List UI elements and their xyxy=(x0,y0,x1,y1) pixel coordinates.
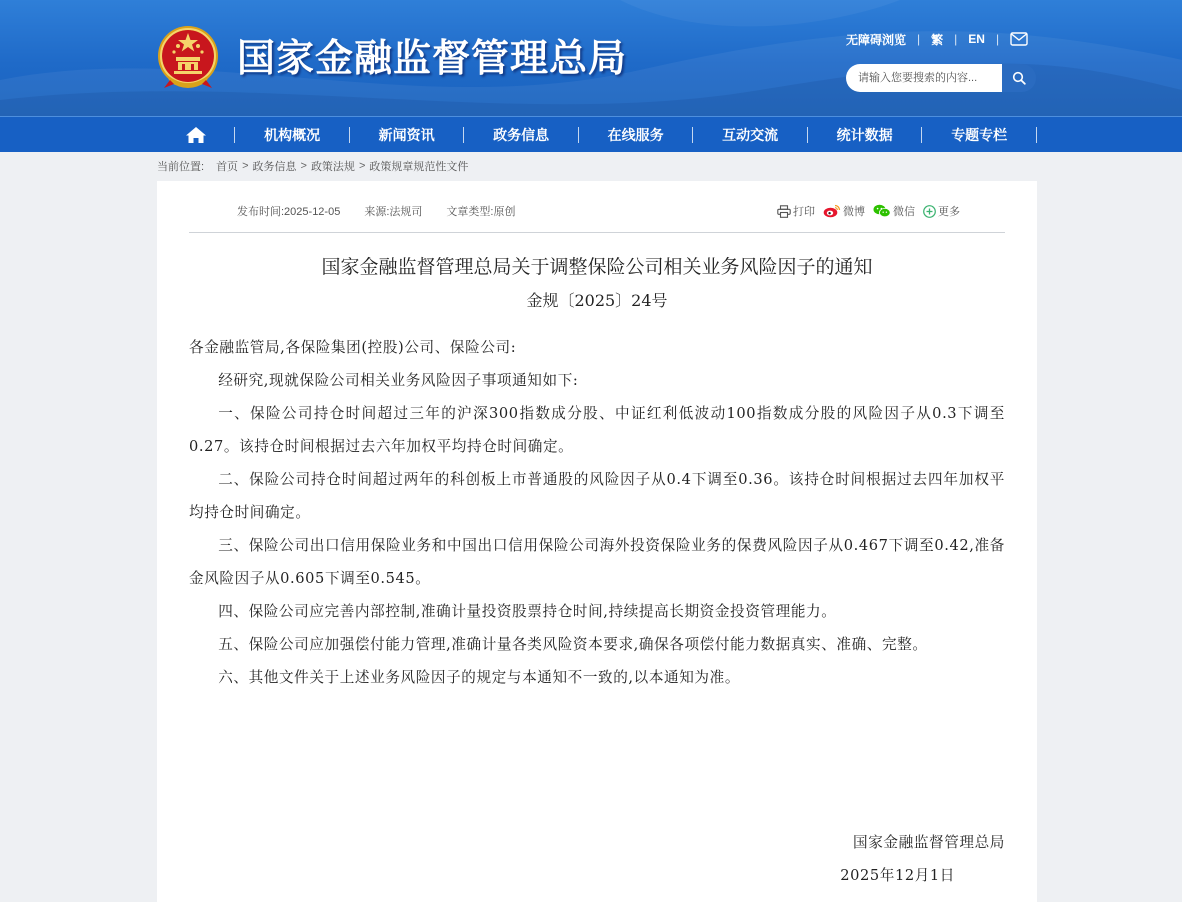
body-paragraph: 六、其他文件关于上述业务风险因子的规定与本通知不一致的,以本通知为准。 xyxy=(218,669,741,686)
breadcrumb-policies[interactable]: 政策法规 xyxy=(310,161,355,173)
article-title: 国家金融监督管理总局关于调整保险公司相关业务风险因子的通知 xyxy=(321,256,873,278)
traditional-chinese-link[interactable]: 繁 xyxy=(931,32,944,47)
article-source: 来源:法规司 xyxy=(364,206,423,218)
body-paragraph: 二、保险公司持仓时间超过两年的科创板上市普通股的风险因子从0.4下调至0.36。该持仓时间根据过去四年加权平均持仓时间确定。 xyxy=(189,471,1005,521)
weibo-share-button[interactable] xyxy=(823,203,865,219)
body-paragraph: 一、保险公司持仓时间超过三年的沪深300指数成分股、中证红利低波动100指数成分股的风险因子从0.3下调至0.27。该持仓时间根据过去六年加权平均持仓时间确定。 xyxy=(189,405,1005,455)
body-paragraph: 经研究,现就保险公司相关业务风险因子事项通知如下: xyxy=(218,372,579,389)
accessibility-link[interactable]: 无障碍浏览 xyxy=(846,32,907,47)
search-input[interactable] xyxy=(846,64,1002,92)
nav-item-news[interactable]: 新闻资讯 xyxy=(378,128,435,144)
nav-item-about[interactable]: 机构概况 xyxy=(264,128,321,144)
search-icon xyxy=(1012,71,1026,85)
body-paragraph: 五、保险公司应加强偿付能力管理,准确计量各类风险资本要求,确保各项偿付能力数据真实、准确、完整。 xyxy=(218,636,928,653)
top-utility-links xyxy=(846,30,1028,48)
nav-home[interactable] xyxy=(157,117,234,153)
nav-item-interaction[interactable]: 互动交流 xyxy=(722,128,779,144)
nav-divider xyxy=(1036,127,1037,143)
breadcrumb-regulations[interactable]: 政策规章规范性文件 xyxy=(369,161,469,173)
nav-item-statistics[interactable]: 统计数据 xyxy=(836,128,893,144)
header-divider xyxy=(189,232,1005,233)
share-bar xyxy=(777,203,968,219)
breadcrumb-label: 当前位置: xyxy=(157,161,205,173)
wechat-icon xyxy=(873,204,891,218)
more-share-button[interactable] xyxy=(923,203,960,219)
body-paragraph: 四、保险公司应完善内部控制,准确计量投资股票持仓时间,持续提高长期资金投资管理能力。 xyxy=(218,603,837,620)
national-emblem-icon xyxy=(156,24,220,90)
wechat-label: 微信 xyxy=(893,206,915,218)
breadcrumb-home[interactable]: 首页 xyxy=(216,161,239,173)
divider: | xyxy=(995,32,1000,46)
breadcrumb-separator: > xyxy=(242,160,249,172)
document-number: 金规〔2025〕24号 xyxy=(526,291,668,310)
search-box xyxy=(846,64,1036,92)
weibo-label: 微博 xyxy=(843,206,865,218)
body-paragraph: 三、保险公司出口信用保险业务和中国出口信用保险公司海外投资保险业务的保费风险因子从0.467下调至0.42,准备金风险因子从0.605下调至0.545。 xyxy=(189,537,1005,587)
home-icon xyxy=(185,126,207,144)
breadcrumb-government-info[interactable]: 政务信息 xyxy=(252,161,297,173)
plus-circle-icon xyxy=(923,205,936,218)
issuer-signature: 国家金融监督管理总局 xyxy=(853,834,1005,851)
nav-item-special-topics[interactable]: 专题专栏 xyxy=(951,128,1008,144)
wechat-share-button[interactable] xyxy=(873,203,915,219)
article-panel xyxy=(157,181,1037,902)
nav-item-online-services[interactable]: 在线服务 xyxy=(607,128,664,144)
print-label: 打印 xyxy=(793,206,815,218)
article-type: 文章类型:原创 xyxy=(446,206,516,218)
printer-icon xyxy=(777,205,791,218)
weibo-icon xyxy=(823,204,841,218)
breadcrumb xyxy=(157,158,468,174)
english-link[interactable]: EN xyxy=(968,32,985,46)
mail-icon[interactable] xyxy=(1010,32,1028,46)
more-label: 更多 xyxy=(938,206,960,218)
publish-time: 发布时间:2025-12-05 xyxy=(237,206,341,218)
search-button[interactable] xyxy=(1002,64,1036,92)
signature-block xyxy=(189,826,1005,892)
breadcrumb-separator: > xyxy=(358,160,366,172)
article-meta xyxy=(237,203,539,219)
main-nav xyxy=(0,116,1182,152)
site-header xyxy=(0,0,1182,116)
article-body xyxy=(189,331,1005,694)
print-button[interactable] xyxy=(777,203,815,219)
divider: | xyxy=(954,32,958,46)
nav-item-government-info[interactable]: 政务信息 xyxy=(493,128,550,144)
divider: | xyxy=(917,32,921,46)
addressee: 各金融监管局,各保险集团(控股)公司、保险公司: xyxy=(189,339,517,356)
site-title[interactable]: 国家金融监督管理总局 xyxy=(237,36,628,80)
issue-date: 2025年12月1日 xyxy=(840,867,955,884)
breadcrumb-separator: > xyxy=(300,160,307,172)
